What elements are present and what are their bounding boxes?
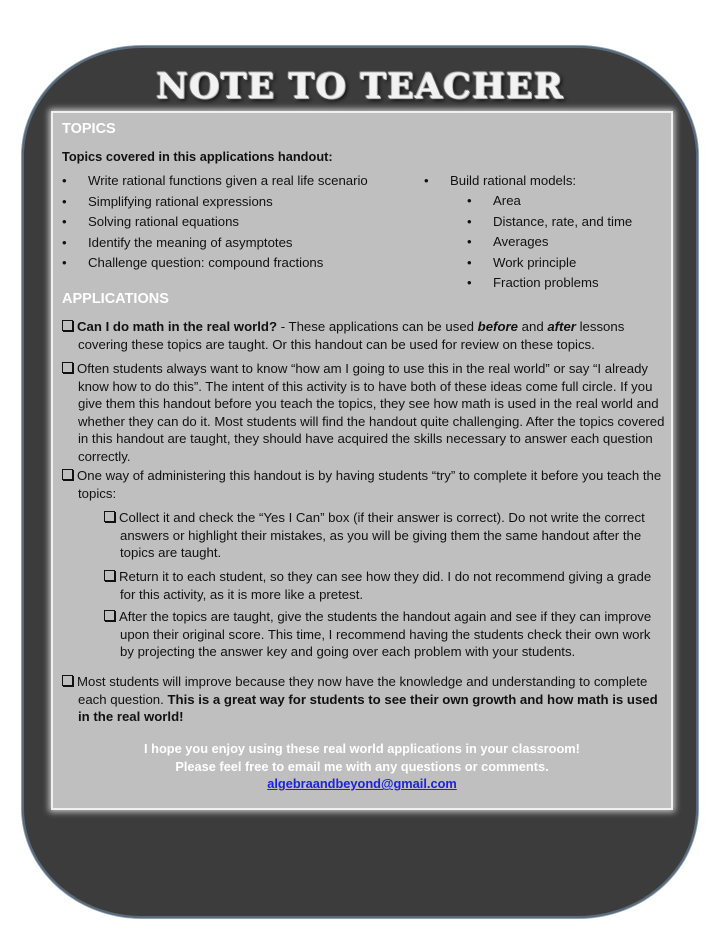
closing-line-1: I hope you enjoy using these real world applications in your classroom! (144, 741, 580, 756)
topics-subheading: Topics covered in this applications handout: (62, 149, 333, 164)
topics-heading: TOPICS (62, 121, 116, 137)
closing-message (53, 740, 671, 793)
applications-heading: APPLICATIONS (62, 291, 169, 307)
checkbox-icon (62, 320, 73, 331)
checkbox-icon (104, 570, 115, 581)
applications-paragraph-4: Most students will improve because they now have the knowledge and understanding to complete each question. This is a great way for students to see their own growth and how math is used in the real world! (62, 673, 668, 726)
administer-step-1: Collect it and check the “Yes I Can” box (if their answer is correct). Do not write the correct answers or highlight their mistakes, as you will be giving them the same handout after the topics are taught. (104, 509, 666, 562)
applications-paragraph-1: Can I do math in the real world? - These applications can be used before and after lessons covering these topics are taught. Or this handout can be used for review on these topics. (62, 318, 668, 353)
checkbox-icon (62, 675, 73, 686)
administer-step-3: After the topics are taught, give the students the handout again and see if they can improve upon their original score. This time, I recommend having the students check their own work by projecting the answer key and going over each problem with your students. (104, 608, 666, 661)
email-link[interactable]: algebraandbeyond@gmail.com (267, 776, 457, 792)
checkbox-icon (104, 511, 115, 522)
page-title: NOTE TO TEACHER (156, 66, 564, 107)
administer-step-2: Return it to each student, so they can see how they did. I do not recommend giving a grade for this activity, as it is more like a pretest. (104, 568, 666, 603)
closing-line-2: Please feel free to email me with any questions or comments. (175, 758, 549, 774)
checkbox-icon (104, 610, 115, 621)
applications-paragraph-3: One way of administering this handout is by having students “try” to complete it before you teach the topics: (62, 467, 668, 502)
content-panel: TOPICS Topics covered in this applications handout: • Write rational functions given a real life scenario • Simplifying rational expressions • Solving rational equations • Identify the meaning of asymptotes • Challenge question: compound fractions • Build rational models: • Area • Distance, rate, and time • Averages • Work principle • Fraction problems APPLICATIONS Can I do math in the real world? - These applications can be used before and after lessons covering these topics are taught. Or this handout can be used for review on these topics. Often students always want to know “how am I going to use this in the real world” or say “I already know how to do this”. The intent of this activity is to have both of these ideas come full circle. If you give them this handout before you teach the topics, they see how math is used in the real world and whether they can do it. Most students will find the handout quite challenging. After the topics covered in this handout are taught, they should have acquired the skills necessary to answer each question correctly. One way of administering this handout is by having students “try” to complete it before you teach the topics: Collect it and check the “Yes I Can” box (if their answer is correct). Do not write the correct answers or highlight their mistakes, as you will be giving them the same handout after the topics are taught. Return it to each student, so they can see how they did. I do not recommend giving a grade for this activity, as it is more like a pretest. After the topics are taught, give the students the handout again and see if they can improve upon their original score. This time, I recommend having the students check their own work by projecting the answer key and going over each problem with your students. Most students will improve because they now have the knowledge and understanding to complete each question. This is a great way for students to see their own growth and how math is used in the real world! I hope you enjoy using these real world applications in your classroom! Please feel free to email me with any questions or comments. algebraandbeyond@gmail.com (51, 111, 673, 810)
applications-paragraph-2: Often students always want to know “how am I going to use this in the real world” or say “I already know how to do this”. The intent of this activity is to have both of these ideas come full circle. If you give them this handout before you teach the topics, they see how math is used in the real world and whether they can do it. Most students will find the handout quite challenging. After the topics covered in this handout are taught, they should have acquired the skills necessary to answer each question correctly. (62, 360, 668, 466)
checkbox-icon (62, 469, 73, 480)
checkbox-icon (62, 362, 73, 373)
